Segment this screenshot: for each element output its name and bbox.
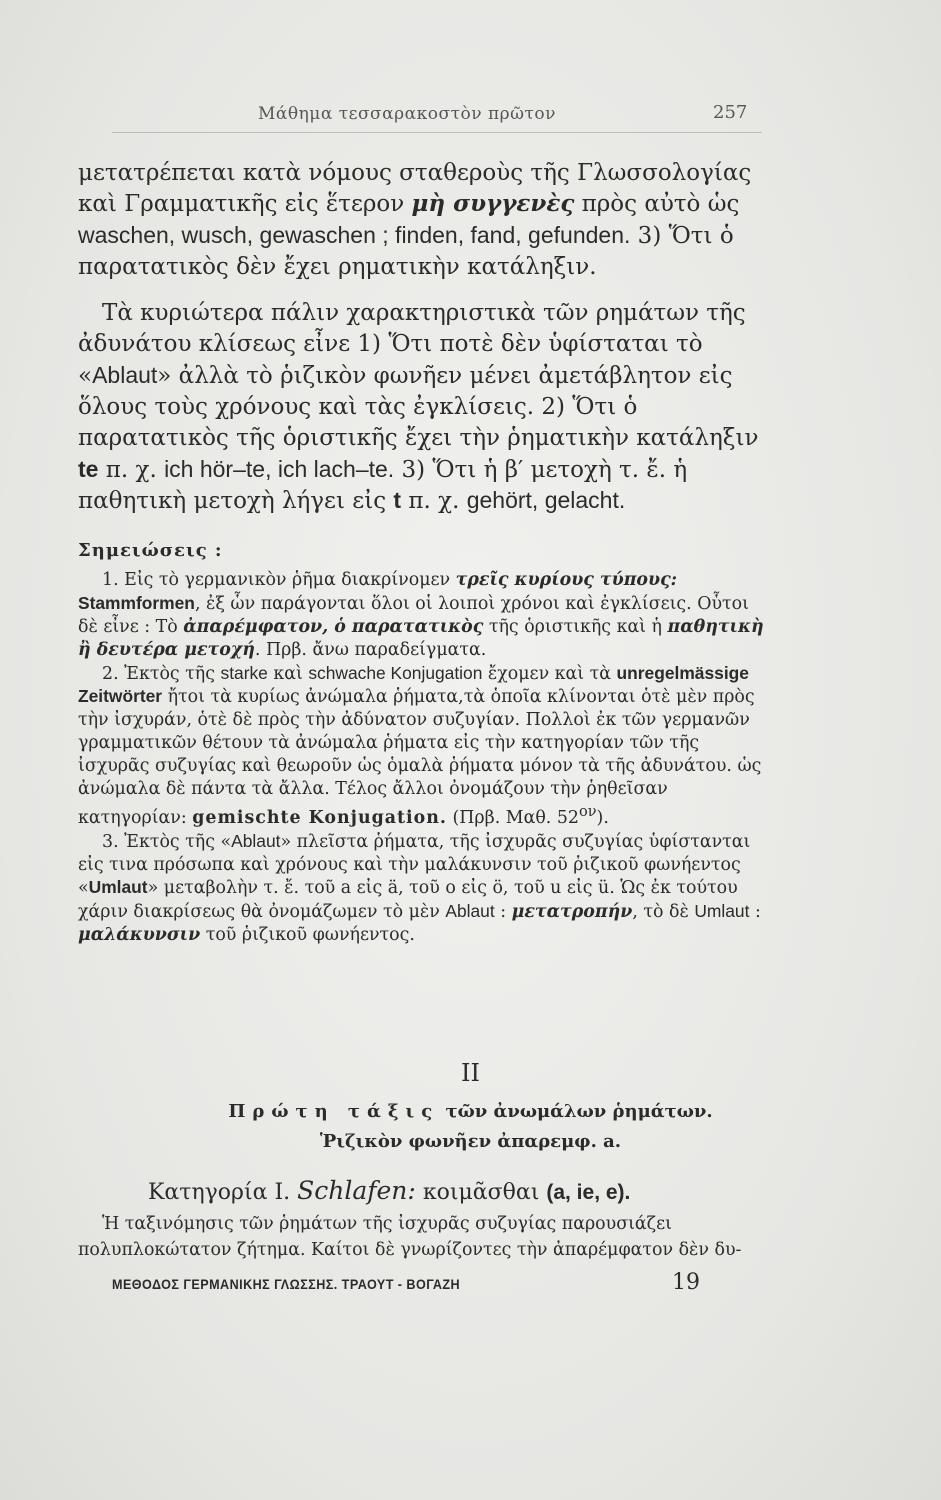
- paragraph-1: [78, 158, 768, 283]
- note-2: 2. Ἐκτὸς τῆς starke καὶ schwache Konjugation ἔχομεν καὶ τὰ unregelmässige Zeitwörter ἤτοι τὰ κυρίως ἀνώμαλα ῥήματα,τὰ ὁποῖα κλίνονται ὁτὲ μὲν πρὸς τὴν ἰσχυράν, ὁτὲ δὲ πρὸς τὴν ἀδύνατον συζυγίαν. Πολλοὶ ἐκ τῶν γερμανῶν γραμματικῶν θέτουν τὰ ἀνώμαλα ῥήματα εἰς τὴν κατηγορίαν τῶν τῆς ἰσχυρᾶς συζυγίας καὶ θεωροῦν ὡς ὁμαλὰ ῥήματα μόνον τὰ τῆς ἀδυνάτου. ὡς ἀνώμαλα δὲ πάντα τὰ ἄλλα. Τέλος ἄλλοι ὀνομάζουν τὴν ῥηθεῖσαν κατηγορίαν: gemischte Konjugation. (Πρβ. Μαθ. $52^{o\nu}$).: [78, 662, 762, 828]
- paragraph-2: [78, 298, 768, 517]
- section-subtitle: Ῥιζικὸν φωνῆεν ἀπαρεμφ. a.: [319, 1131, 622, 1152]
- p1-text-2: πρὸς αὐτὸ ὡς: [574, 190, 740, 217]
- notes-section: [78, 540, 768, 947]
- p2-text-5: π. χ.: [401, 488, 467, 515]
- running-title: Μάθημα τεσσαρακοστὸν πρῶτον: [258, 104, 556, 124]
- p1-german-examples: waschen, wusch, gewaschen ; finden, fand, gefunden.: [78, 221, 631, 248]
- p2-ablaut: Ablaut: [92, 361, 158, 388]
- section-roman-numeral: II: [461, 1059, 480, 1087]
- p2-german-example-1: ich hör–te, ich lach–te.: [164, 455, 395, 482]
- section-title: Πρώτη τάξις τῶν ἀνωμάλων ῥημάτων.: [228, 1101, 713, 1122]
- umlaut-term: Umlaut: [88, 877, 148, 898]
- p1-emphasis: μὴ συγγενὲς: [411, 189, 575, 217]
- category-line: Κατηγορία I. Schlafen: κοιμᾶσθαι (a, ie, e).: [148, 1176, 631, 1205]
- notes-heading: Σημειώσεις :: [78, 540, 223, 561]
- closing-paragraph: Ἡ ταξινόμησις τῶν ῥημάτων τῆς ἰσχυρᾶς συζυγίας παρουσιάζει πολυπλοκώτατον ζήτημα. Καίτοι δὲ γνωρίζοντες τὴν ἀπαρέμφατον δὲν δυ-: [78, 1214, 742, 1260]
- p2-text-1: Τὰ κυριώτερα πάλιν χαρακτηριστικὰ τῶν ρημάτων τῆς ἀδυνάτου κλίσεως εἶνε 1) Ὅτι ποτὲ δὲν ὑφίσταται τὸ «: [78, 300, 746, 389]
- gemischte-term: gemischte Konjugation.: [192, 807, 447, 828]
- p1-text-3: 3) Ὅτι ὁ παρατατικὸς δὲν ἔχει ρηματικὴν κατάληξιν.: [78, 222, 734, 280]
- note-1: 1. Εἰς τὸ γερμανικὸν ῥῆμα διακρίνομεν τρεῖς κυρίους τύπους: Stammformen, ἐξ ὧν παράγονται ὅλοι οἱ λοιποὶ χρόνοι καὶ ἐγκλίσεις. Οὗτοι δὲ εἶνε : Τὸ ἀπαρέμφατον, ὁ παρατατικὸς τῆς ὁριστικῆς καὶ ἡ παθητικὴ ἢ δευτέρα μετοχή. Πρβ. ἄνω παραδείγματα.: [78, 569, 764, 660]
- header-rule: [112, 132, 762, 133]
- signature-folio: 19: [672, 1270, 700, 1295]
- p2-german-example-2: gehört, gelacht.: [466, 487, 626, 514]
- note-3: 3. Ἐκτὸς τῆς «Ablaut» πλεῖστα ῥήματα, τῆς ἰσχυρᾶς συζυγίας ὑφίστανται εἰς τινα πρόσωπα καὶ χρόνους καὶ τὴν μαλάκυνσιν τοῦ ῥιζικοῦ φωνήεντος «Umlaut» μεταβολὴν τ. ἔ. τοῦ a εἰς ä, τοῦ o εἰς ö, τοῦ u εἰς ü. Ὡς ἐκ τούτου χάριν διακρίσεως θὰ ὀνομάζωμεν τὸ μὲν Ablaut : μετατροπήν, τὸ δὲ Umlaut : μαλάκυνσιν τοῦ ῥιζικοῦ φωνήεντος.: [78, 830, 761, 946]
- printer-signature: ΜΕΘΟΔΟΣ ΓΕΡΜΑΝΙΚΗΣ ΓΛΩΣΣΗΣ. ΤΡΑΟΥΤ - ΒΟΓΑΖΗ: [112, 1276, 461, 1292]
- category-verb: Schlafen:: [297, 1176, 416, 1205]
- p2-text-4: 3) Ὅτι ἡ β′ μετοχὴ τ. ἔ. ἡ παθητικὴ μετοχὴ λήγει εἰς: [78, 456, 688, 515]
- unregelmaessige-term: unregelmässige Zeitwörter: [78, 662, 749, 707]
- p1-text-1: μετατρέπεται κατὰ νόμους σταθεροὺς τῆς Γλωσσολογίας καὶ Γραμματικῆς εἰς ἕτερον: [78, 160, 752, 217]
- p2-te-ending: te: [78, 455, 99, 482]
- page-number: 257: [713, 102, 748, 123]
- p2-t-ending: t: [393, 487, 402, 514]
- category-forms: (a, ie, e).: [546, 1181, 631, 1204]
- p2-text-3: π. χ.: [98, 456, 165, 483]
- stammformen-term: Stammformen: [78, 592, 195, 613]
- p2-text-2: » ἀλλὰ τὸ ῥιζικὸν φωνῆεν μένει ἀμετάβλητον εἰς ὅλους τοὺς χρόνους καὶ τὰς ἐγκλίσεις. 2) Ὅτι ὁ παρατατικὸς τῆς ὁριστικῆς ἔχει τὴν ῥηματικὴν κατάληξιν: [78, 362, 759, 451]
